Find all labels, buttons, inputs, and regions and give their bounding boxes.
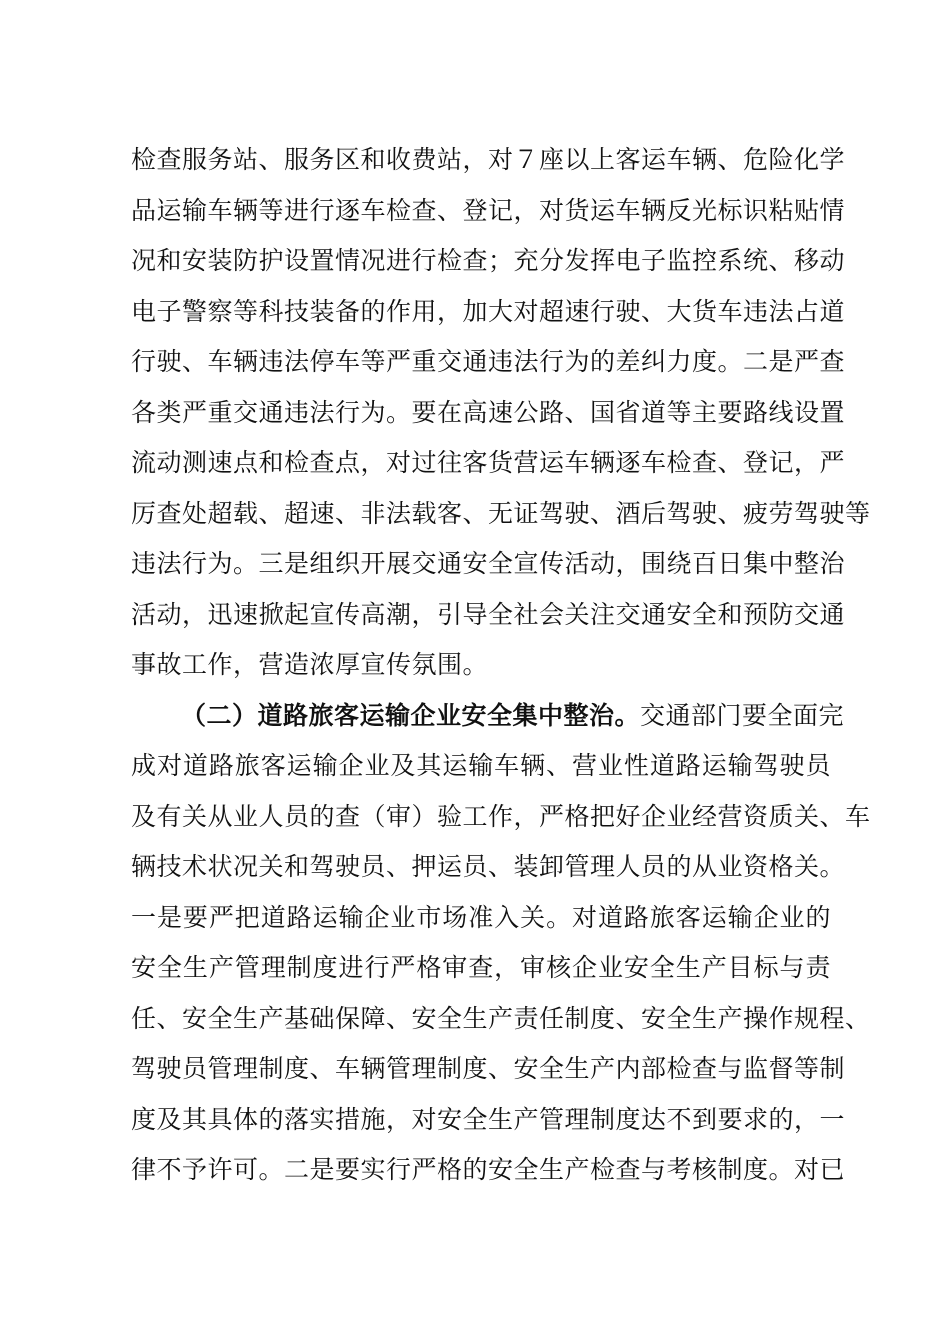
text-line: 电子警察等科技装备的作用，加大对超速行驶、大货车违法占道 — [131, 296, 846, 326]
text-line: 流动测速点和检查点，对过往客货营运车辆逐车检查、登记，严 — [131, 448, 846, 477]
text-line: 事故工作，营造浓厚宣传氛围。 — [131, 650, 489, 679]
text-line: 活动，迅速掀起宣传高潮，引导全社会关注交通安全和预防交通 — [131, 599, 846, 629]
paragraph-1 — [131, 135, 871, 691]
text-line: 度及其具体的落实措施，对安全生产管理制度达不到要求的，一 — [131, 1104, 846, 1134]
text-line: 任、安全生产基础保障、安全生产责任制度、安全生产操作规程、 — [131, 1003, 871, 1033]
text-line: 成对道路旅客运输企业及其运输车辆、营业性道路运输驾驶员 — [131, 751, 831, 780]
text-line: 辆技术状况关和驾驶员、押运员、装卸管理人员的从业资格关。 — [131, 852, 846, 881]
text-line: 及有关从业人员的查（审）验工作，严格把好企业经营资质关、车 — [131, 801, 871, 831]
paragraph-2-first-line — [131, 691, 845, 742]
paragraph-2 — [131, 691, 871, 1196]
text-line: 厉查处超载、超速、非法载客、无证驾驶、酒后驾驶、疲劳驾驶等 — [131, 498, 871, 528]
text-run: 交通部门要全面完 — [640, 700, 845, 730]
text-line: 况和安装防护设置情况进行检查；充分发挥电子监控系统、移动 — [131, 246, 846, 275]
section-heading: （二）道路旅客运输企业安全集中整治。 — [181, 700, 641, 730]
document-body — [131, 135, 871, 1196]
text-line: 一是要严把道路运输企业市场准入关。对道路旅客运输企业的 — [131, 902, 831, 932]
text-line: 律不予许可。二是要实行严格的安全生产检查与考核制度。对已 — [131, 1155, 846, 1184]
text-line: 驾驶员管理制度、车辆管理制度、安全生产内部检查与监督等制 — [131, 1054, 846, 1083]
text-line: 各类严重交通违法行为。要在高速公路、国省道等主要路线设置 — [131, 397, 846, 427]
text-line: 违法行为。三是组织开展交通安全宣传活动，围绕百日集中整治 — [131, 549, 846, 578]
text-line: 品运输车辆等进行逐车检查、登记，对货运车辆反光标识粘贴情 — [131, 195, 846, 225]
text-line: 行驶、车辆违法停车等严重交通违法行为的差纠力度。二是严查 — [131, 347, 846, 376]
text-line: 检查服务站、服务区和收费站，对７座以上客运车辆、危险化学 — [131, 145, 846, 174]
text-line: 安全生产管理制度进行严格审查，审核企业安全生产目标与责 — [131, 953, 831, 982]
